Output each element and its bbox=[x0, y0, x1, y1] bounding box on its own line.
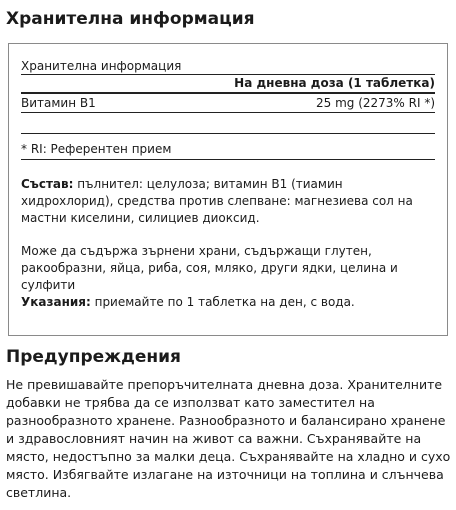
warnings-text: Не превишавайте препоръчителната дневна доза. Хранителните добавки не трябва да се използват като заместител на разнообразното хранене. Разнообразното и балансирано хранене и здравословният начин на живот са важни. Съхранявайте на място, недостъпно за малки деца. Съхранявайте на хладно и сухо място. Избягвайте излагане на източници на топлина и слънчева светлина. bbox=[6, 377, 451, 500]
nutrition-column-header: На дневна доза (1 таблетка) bbox=[21, 75, 435, 94]
usage-body: приемайте по 1 таблетка на ден, с вода. bbox=[90, 295, 355, 309]
usage-text bbox=[21, 294, 439, 311]
usage-label: Указания: bbox=[21, 295, 91, 309]
ingredients-text bbox=[21, 176, 437, 227]
table-row bbox=[21, 94, 435, 113]
allergens-text: Може да съдържа зърнени храни, съдържащи глутен, ракообразни, яйца, риба, соя, мляко, други ядки, целина и сулфити bbox=[21, 244, 398, 292]
warnings-title: Предупреждения bbox=[6, 347, 181, 367]
nutrition-panel bbox=[8, 43, 448, 336]
ingredients-label: Състав: bbox=[21, 177, 74, 191]
ingredients-body: пълнител: целулоза; витамин B1 (тиамин хидрохлорид), средства против слепване: магнезиева сол на мастни киселини, силициев диоксид. bbox=[21, 177, 413, 225]
page-title: Хранителна информация bbox=[6, 9, 255, 29]
nutrition-table-title: Хранителна информация bbox=[21, 59, 435, 75]
ri-footnote: * RI: Референтен прием bbox=[21, 133, 435, 160]
nutrient-name: Витамин B1 bbox=[21, 96, 96, 110]
nutrition-table bbox=[21, 59, 435, 113]
nutrient-value: 25 mg (2273% RI *) bbox=[315, 96, 435, 110]
